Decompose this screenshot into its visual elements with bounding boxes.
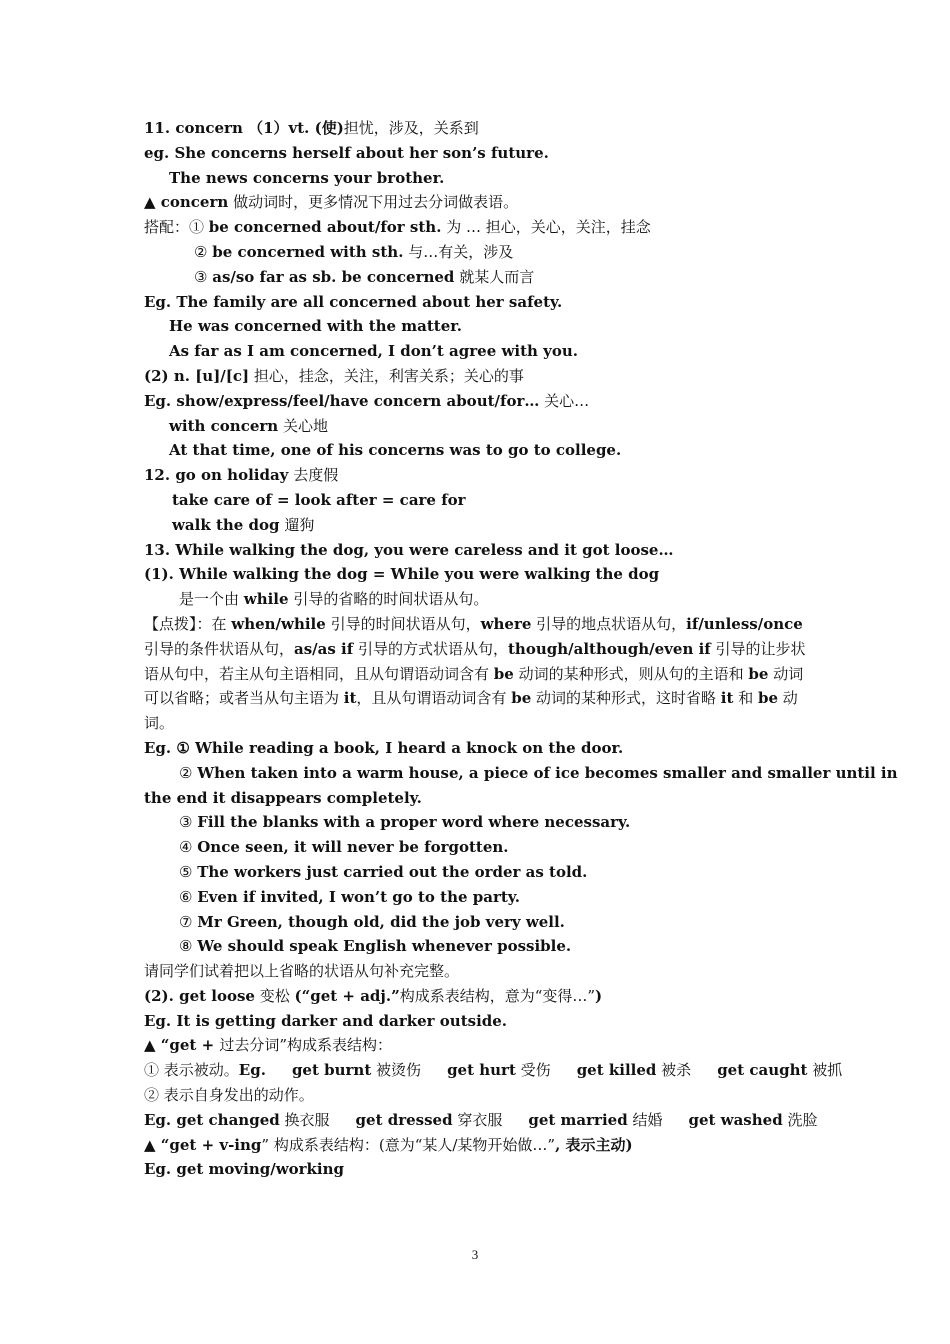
example-line: The news concerns your brother. [169, 168, 445, 187]
document-body [144, 116, 898, 1182]
section-11-title: 11. concern （1）vt. (使)担忧，涉及，关系到 [144, 119, 479, 137]
task-line: 请同学们试着把以上省略的状语从句补充完整。 [144, 962, 460, 981]
example-line: As far as I am concerned, I don’t agree with you. [169, 342, 578, 361]
example-line: ⑥ Even if invited, I won’t go to the party. [179, 887, 520, 906]
example-line: Eg. The family are all concerned about her safety. [144, 292, 563, 311]
phrase-line: take care of = look after = care for [172, 490, 466, 509]
explanation-line: 是一个由 while 引导的省略的时间状语从句。 [179, 590, 489, 609]
example-line: ③ Fill the blanks with a proper word where necessary. [179, 813, 631, 832]
usage-line: ② 表示自身发出的动作。 [144, 1086, 314, 1105]
collocation-line: ③ as/so far as sb. be concerned 就某人而言 [194, 267, 535, 286]
example-line: Eg. ① While reading a book, I heard a knock on the door. [144, 738, 624, 757]
phrase-line: walk the dog 遛狗 [172, 515, 315, 534]
example-line: with concern 关心地 [169, 416, 328, 435]
example-line: Eg. get moving/working [144, 1160, 345, 1179]
example-line: ④ Once seen, it will never be forgotten. [179, 838, 509, 857]
example-line: Eg. get changed 换衣服 get dressed 穿衣服 get married 结婚 get washed 洗脸 [144, 1110, 818, 1129]
example-line: ⑧ We should speak English whenever possible. [179, 937, 572, 956]
subsection-heading: (2). get loose 变松 (“get + adj.”构成系表结构，意为“变得…”) [144, 986, 603, 1005]
example-line: Eg. show/express/feel/have concern about/for… 关心… [144, 391, 590, 410]
note-line: ▲ “get + 过去分词”构成系表结构： [144, 1036, 393, 1055]
noun-heading: (2) n. [u]/[c] 担心，挂念，关注，利害关系；关心的事 [144, 366, 524, 385]
note-line: ▲ “get + v-ing” 构成系表结构：(意为“某人/某物开始做…”, 表示主动) [144, 1135, 633, 1154]
usage-line: ① 表示被动。Eg. get burnt 被烫伤 get hurt 受伤 get killed 被杀 get caught 被抓 [144, 1061, 843, 1080]
example-line: ⑦ Mr Green, though old, did the job very well. [179, 912, 565, 931]
subsection-heading: (1). While walking the dog = While you were walking the dog [144, 565, 660, 584]
example-line: He was concerned with the matter. [169, 317, 463, 336]
section-12-title: 12. go on holiday 去度假 [144, 466, 339, 485]
tip-paragraph: 【点拨】：在 when/while 引导的时间状语从句，where 引导的地点状语从句，if/unless/once 引导的条件状语从句，as/as if 引导的方式状语从句，though/although/even if 引导的让步状语从句中，若主从句主语相同，且从句谓语动词含有 be 动词的某种形式，则从句的主语和 be 动词可以省略；或者当从句主语为 it，且从句谓语动词含有 be 动词的某种形式，这时省略 it 和 be 动词。 [144, 614, 806, 733]
example-line: At that time, one of his concerns was to go to college. [169, 441, 622, 460]
example-line: ② When taken into a warm house, a piece of ice becomes smaller and smaller until in [179, 763, 898, 782]
section-13-title: 13. While walking the dog, you were careless and it got loose… [144, 540, 674, 559]
example-line: ⑤ The workers just carried out the order as told. [179, 862, 588, 881]
page-number: 3 [471, 1247, 479, 1262]
collocation-line: ② be concerned with sth. 与…有关，涉及 [194, 242, 514, 261]
collocation-line: 搭配：① be concerned about/for sth. 为 … 担心，关心，关注，挂念 [144, 218, 651, 237]
example-line: the end it disappears completely. [144, 788, 422, 807]
example-line: Eg. It is getting darker and darker outside. [144, 1011, 508, 1030]
example-line: eg. She concerns herself about her son’s future. [144, 143, 549, 162]
note-line: ▲ concern 做动词时，更多情况下用过去分词做表语。 [144, 193, 519, 212]
